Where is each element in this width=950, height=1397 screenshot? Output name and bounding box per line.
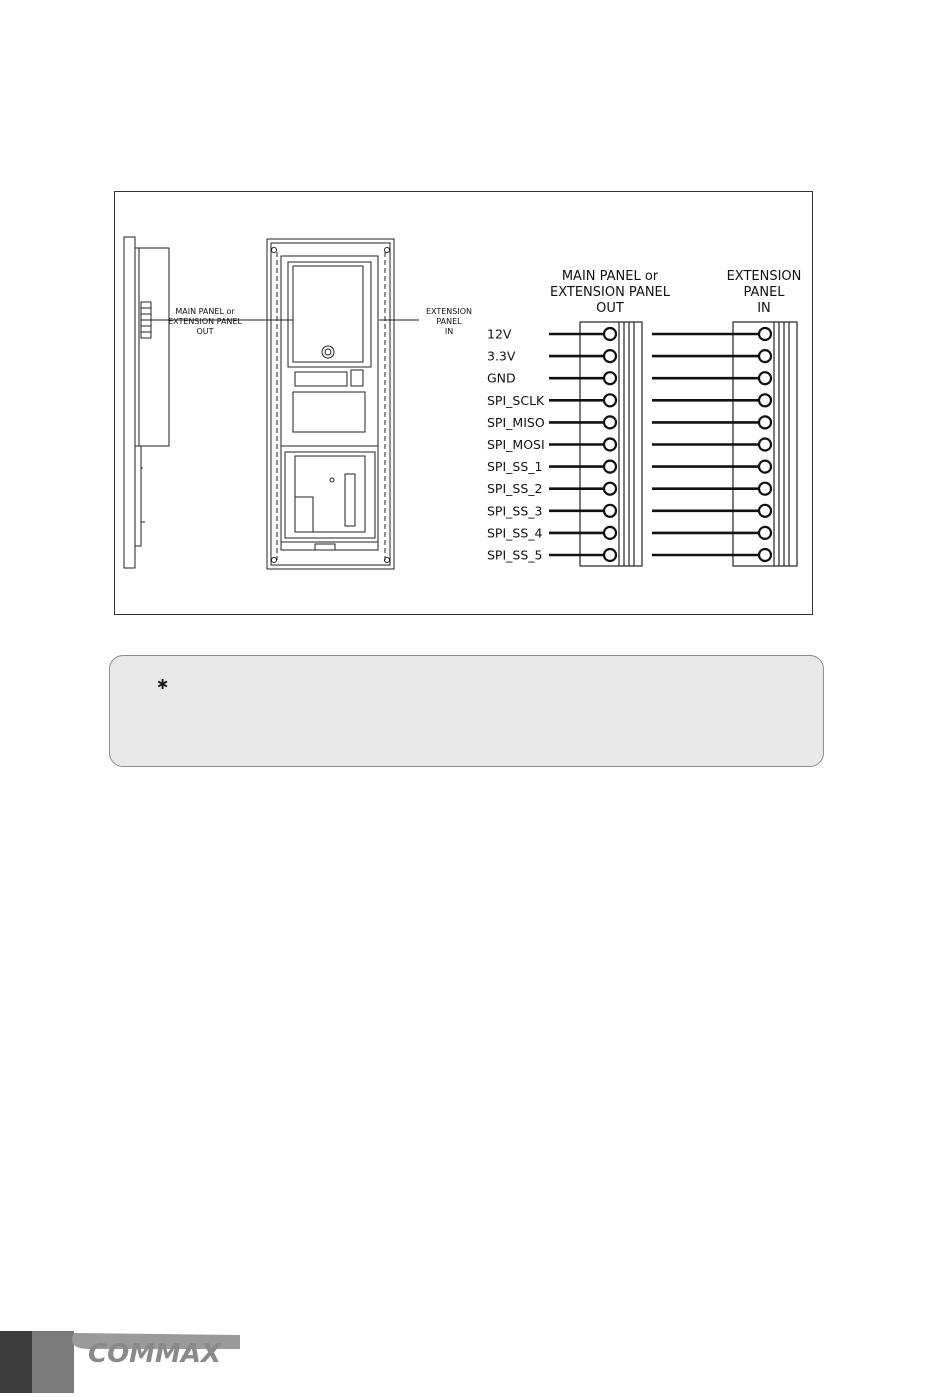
- left-terminal: [604, 372, 616, 384]
- right-terminal: [759, 527, 771, 539]
- panel-front-view: [213, 239, 419, 569]
- footer-mid-block: [32, 1331, 74, 1393]
- footer-bar: [0, 1331, 950, 1393]
- note-box: [109, 655, 824, 767]
- callout-main-out-line-3: OUT: [196, 327, 214, 336]
- wiring-figure: [115, 192, 814, 616]
- right-terminal: [759, 328, 771, 340]
- left-terminal: [604, 439, 616, 451]
- right-terminal: [759, 394, 771, 406]
- callout-main-out-line-1: MAIN PANEL or: [175, 307, 235, 316]
- right-header-line-3: IN: [757, 301, 771, 316]
- figure-frame: [114, 191, 813, 615]
- left-terminal: [604, 394, 616, 406]
- brand-logo: COMMAX: [88, 1339, 222, 1369]
- right-terminal: [759, 461, 771, 473]
- signal-label: SPI_SS_1: [487, 459, 543, 475]
- signal-label: SPI_SS_3: [487, 503, 543, 519]
- left-terminal: [604, 505, 616, 517]
- signal-label: SPI_SS_5: [487, 547, 543, 563]
- signal-label: SPI_MISO: [487, 414, 545, 430]
- left-terminal: [604, 549, 616, 561]
- right-header-line-1: EXTENSION: [726, 269, 802, 284]
- right-terminal: [759, 549, 771, 561]
- note-asterisk-icon: ∗: [156, 674, 170, 693]
- left-header-line-3: OUT: [596, 301, 624, 316]
- signal-label: SPI_SS_2: [487, 481, 543, 497]
- right-terminal: [759, 350, 771, 362]
- left-terminal: [604, 527, 616, 539]
- signal-label: SPI_MOSI: [487, 437, 545, 452]
- signal-label: 12V: [487, 326, 512, 342]
- right-terminal: [759, 372, 771, 384]
- left-terminal: [604, 416, 616, 428]
- signal-label: SPI_SS_4: [487, 525, 543, 541]
- wiring-right-header: [727, 269, 802, 316]
- callout-main-out: [168, 307, 242, 336]
- callout-ext-in-line-1: EXTENSION: [425, 307, 473, 316]
- left-terminal: [604, 350, 616, 362]
- right-terminal: [759, 483, 771, 495]
- footer-graphic: [0, 1331, 950, 1393]
- right-header-line-2: PANEL: [743, 285, 785, 300]
- footer-dark-block: [0, 1331, 32, 1393]
- left-terminal: [604, 461, 616, 473]
- right-terminal: [759, 416, 771, 428]
- left-terminal: [604, 483, 616, 495]
- signal-label: 3.3V: [487, 348, 516, 364]
- callout-ext-in: [426, 307, 472, 336]
- callout-ext-in-line-2: PANEL: [436, 317, 462, 326]
- left-terminal: [604, 328, 616, 340]
- left-header-line-1: MAIN PANEL or: [561, 269, 659, 284]
- callout-ext-in-line-3: IN: [444, 327, 454, 336]
- right-terminal: [759, 505, 771, 517]
- callout-main-out-line-2: EXTENSION PANEL: [168, 317, 242, 326]
- signal-label: GND: [487, 370, 516, 386]
- right-terminal: [759, 439, 771, 451]
- panel-side-view: [124, 237, 243, 568]
- wiring-left-header: [550, 269, 671, 316]
- left-header-line-2: EXTENSION PANEL: [549, 285, 671, 300]
- signal-label: SPI_SCLK: [487, 392, 545, 408]
